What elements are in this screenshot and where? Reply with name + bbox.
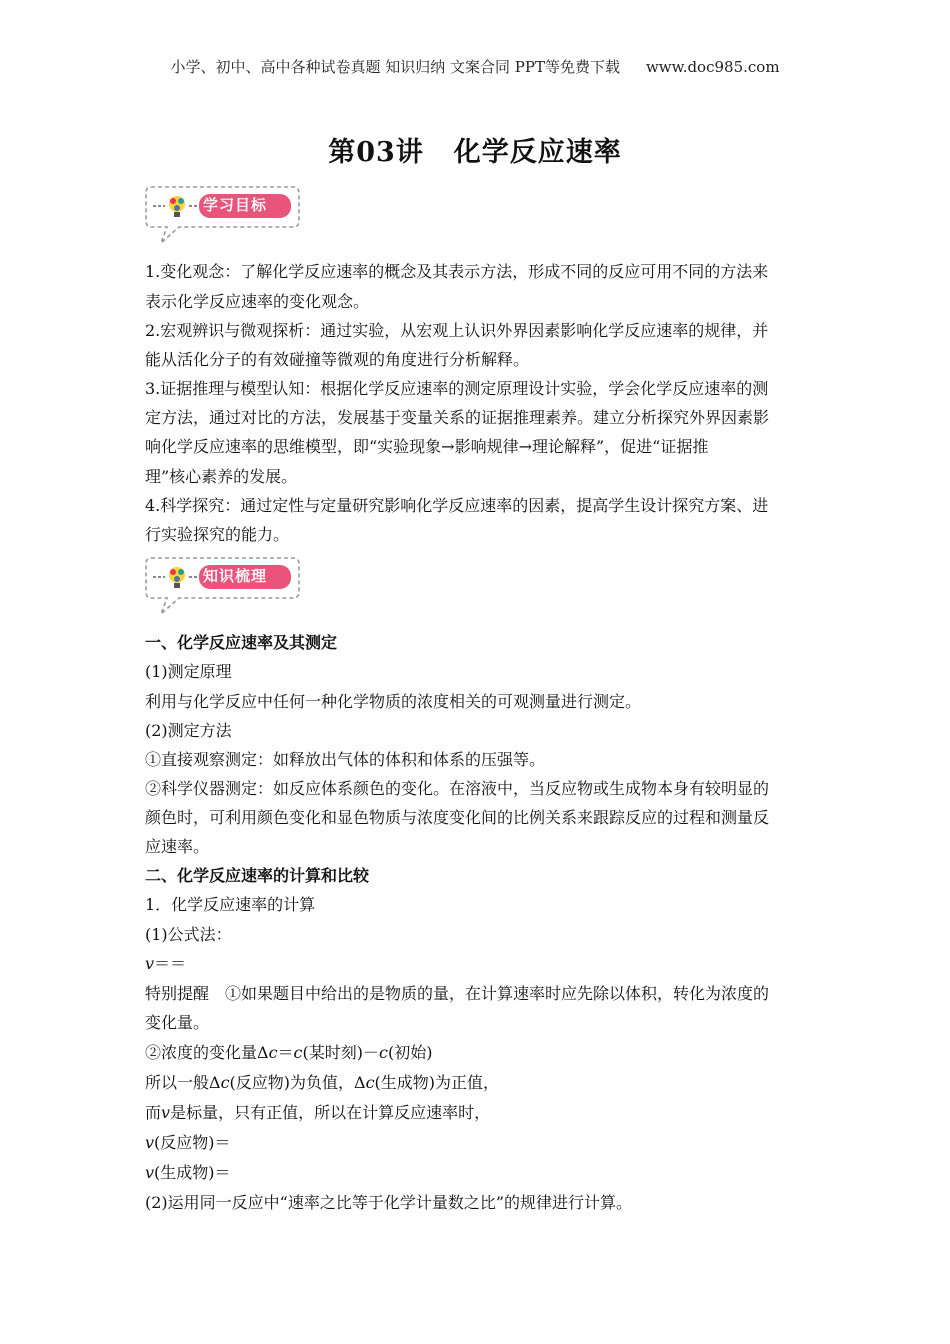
formula-line (145, 1043, 805, 1063)
goal-line: 2.宏观辨识与微观探析：通过实验，从宏观上认识外界因素影响化学反应速率的规律，并 (145, 321, 769, 340)
formula-line (145, 1103, 805, 1123)
body-line: ①直接观察测定：如释放出气体的体积和体系的压强等。 (145, 750, 546, 769)
body-line: 变化量。 (145, 1013, 210, 1032)
body-line: (2)测定方法 (145, 721, 232, 740)
body-line: 特别提醒 ①如果题目中给出的是物质的量，在计算速率时应先除以体积，转化为浓度的 (145, 984, 770, 1003)
goal-line: 理”核心素养的发展。 (145, 467, 298, 486)
page-header (0, 56, 950, 77)
body-line: (1)公式法： (145, 925, 232, 944)
text-part: 所以一般Δ (145, 1073, 221, 1092)
formula-line (145, 954, 805, 974)
text-part: 是标量，只有正值，所以在计算反应速率时， (170, 1103, 491, 1122)
goal-line: 行实验探究的能力。 (145, 525, 290, 544)
body-line: 1．化学反应速率的计算 (145, 895, 316, 914)
body-line: 颜色时，可利用颜色变化和显色物质与浓度变化间的比例关系来跟踪反应的过程和测量反 (145, 808, 770, 827)
velocity-symbol: v (161, 1103, 171, 1122)
formula-rest: ＝＝ (154, 954, 187, 973)
text-part: (反应物)为负值，Δ (229, 1073, 366, 1092)
body-line: 应速率。 (145, 837, 210, 856)
text-part: (某时刻)－ (302, 1043, 380, 1062)
goal-line: 响化学反应速率的思维模型，即“实验现象→影响规律→理论解释”，促进“证据推 (145, 437, 709, 456)
velocity-symbol: v (145, 1163, 155, 1182)
body-line: (1)测定原理 (145, 662, 232, 681)
text-part: (生成物)为正值， (374, 1073, 500, 1092)
velocity-symbol: v (145, 1133, 155, 1152)
section-heading: 二、化学反应速率的计算和比较 (145, 866, 370, 885)
goals-badge (145, 183, 305, 247)
goal-line: 3.证据推理与模型认知：根据化学反应速率的测定原理设计实验，学会化学反应速率的测 (145, 379, 769, 398)
formula-line (145, 1133, 805, 1153)
concentration-symbol: c (220, 1073, 230, 1092)
page-title (0, 130, 950, 169)
knowledge-badge-label: 知识梳理 (203, 567, 268, 585)
text-part: (反应物)＝ (154, 1133, 231, 1152)
text-part: (生成物)＝ (154, 1163, 231, 1182)
title-topic: 化学反应速率 (453, 137, 622, 168)
goal-line: 1.变化观念：了解化学反应速率的概念及其表示方法，形成不同的反应可用不同的方法来 (145, 262, 769, 281)
concentration-symbol: c (293, 1043, 303, 1062)
formula-line (145, 1163, 805, 1183)
section-heading: 一、化学反应速率及其测定 (145, 633, 338, 652)
concentration-symbol: c (379, 1043, 388, 1062)
body-line: 利用与化学反应中任何一种化学物质的浓度相关的可观测量进行测定。 (145, 692, 642, 711)
goal-line: 表示化学反应速率的变化观念。 (145, 292, 370, 311)
concentration-symbol: c (268, 1043, 278, 1062)
goal-line: 能从活化分子的有效碰撞等微观的角度进行分析解释。 (145, 350, 530, 369)
text-part: (初始) (387, 1043, 433, 1062)
goal-line: 定方法，通过对比的方法，发展基于变量关系的证据推理素养。建立分析探究外界因素影 (145, 408, 770, 427)
text-part: ②浓度的变化量Δ (145, 1043, 269, 1062)
header-text: 小学、初中、高中各种试卷真题 知识归纳 文案合同 PPT等免费下载 (170, 58, 620, 76)
text-part: 而 (145, 1103, 162, 1122)
text-part: ＝ (277, 1043, 294, 1062)
header-site[interactable]: www.doc985.com (645, 58, 780, 76)
speech-bubble-icon (145, 554, 305, 618)
goals-badge-label: 学习目标 (203, 196, 268, 214)
body-line: ②科学仪器测定：如反应体系颜色的变化。在溶液中，当反应物或生成物本身有较明显的 (145, 779, 770, 798)
knowledge-badge (145, 554, 305, 618)
concentration-symbol: c (365, 1073, 375, 1092)
velocity-symbol: v (145, 954, 155, 973)
speech-bubble-icon (145, 183, 305, 247)
title-lecture: 第03讲 (328, 137, 424, 168)
formula-line (145, 1073, 805, 1093)
goal-line: 4.科学探究：通过定性与定量研究影响化学反应速率的因素，提高学生设计探究方案、进 (145, 496, 769, 515)
body-line: (2)运用同一反应中“速率之比等于化学计量数之比”的规律进行计算。 (145, 1193, 633, 1212)
